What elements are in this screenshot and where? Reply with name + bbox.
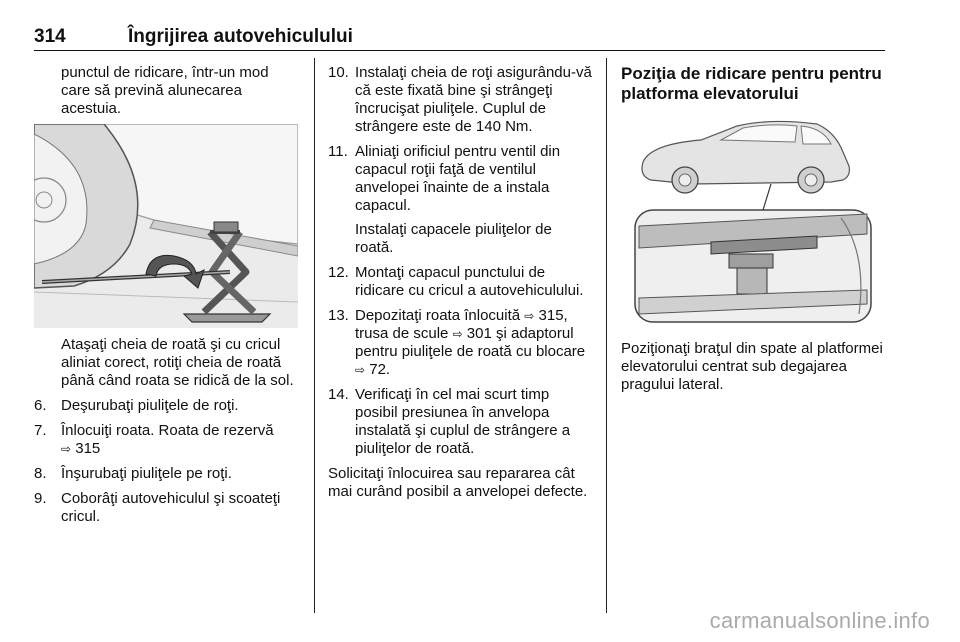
- list-item: 14. Verificaţi în cel mai scurt timp posibil presiunea în anvelopa instalată şi cuplul de strângere a piuliţelor de roată.: [328, 386, 571, 457]
- column-3: [621, 64, 885, 394]
- list-item: 10. Instalaţi cheia de roţi asigurându-vă că este fixată bine şi strângeţi încrucişat piuliţele. Cuplul de strângere este de 140 Nm.: [328, 64, 592, 135]
- page-ref: 315: [75, 440, 101, 457]
- page-number: 314: [34, 26, 66, 47]
- list-item: 7. Înlocuiţi roata. Roata de rezervă ⇨ 315: [34, 422, 274, 457]
- body-text: Poziţionaţi braţul din spate al platformei elevatorului centrat sub degajarea pragului lateral.: [621, 340, 883, 393]
- jack-drawing: [34, 124, 298, 328]
- closing-text: Solicitaţi înlocuirea sau repararea cât mai curând posibil a anvelopei defecte.: [328, 465, 588, 500]
- figure-caption: Ataşaţi cheia de roată şi cu cricul aliniat corect, rotiţi cheia de roată până când roata se ridică de la sol.: [61, 336, 294, 389]
- list-item: 8. Înşurubaţi piuliţele pe roţi.: [34, 465, 232, 482]
- column-1: [34, 64, 298, 526]
- lift-platform-illustration: [621, 114, 885, 330]
- section-title: Poziţia de ridicare pentru pentru platforma elevatorului: [621, 64, 882, 103]
- watermark: carmanualsonline.info: [709, 608, 930, 633]
- list-item: 12. Montaţi capacul punctului de ridicare cu cricul a autovehiculului.: [328, 264, 584, 299]
- list-item: 13. Depozitaţi roata înlocuită ⇨ 315, trusa de scule ⇨ 301 şi adaptorul pentru piuliţele de roată cu blocare ⇨ 72.: [328, 307, 586, 378]
- list-item-subtext: Instalaţi capacele piuliţelor de roată.: [355, 221, 552, 256]
- page-ref-icon: ⇨: [524, 309, 535, 323]
- jack-illustration: [34, 124, 298, 328]
- page-title: Îngrijirea autovehiculului: [128, 26, 353, 47]
- list-item: 11. Aliniaţi orificiul pentru ventil din capacul roţii faţă de ventilul anvelopei înainte de a instala capacul. Instalaţi capacele piuliţelor de roată.: [328, 143, 592, 257]
- page-ref-icon: ⇨: [452, 327, 463, 341]
- intro-text: punctul de ridicare, într-un mod care să prevină alunecarea acestuia.: [61, 64, 269, 117]
- lift-drawing: [621, 114, 885, 330]
- column-divider: [314, 58, 315, 613]
- list-item: 9. Coborâţi autovehiculul şi scoateţi cricul.: [34, 490, 281, 525]
- page-ref-icon: ⇨: [61, 442, 72, 456]
- page-ref-icon: ⇨: [355, 363, 366, 377]
- column-divider: [606, 58, 607, 613]
- list-item: 6. Deşurubaţi piuliţele de roţi.: [34, 397, 239, 414]
- page-header: [34, 26, 885, 51]
- column-2: [328, 64, 592, 501]
